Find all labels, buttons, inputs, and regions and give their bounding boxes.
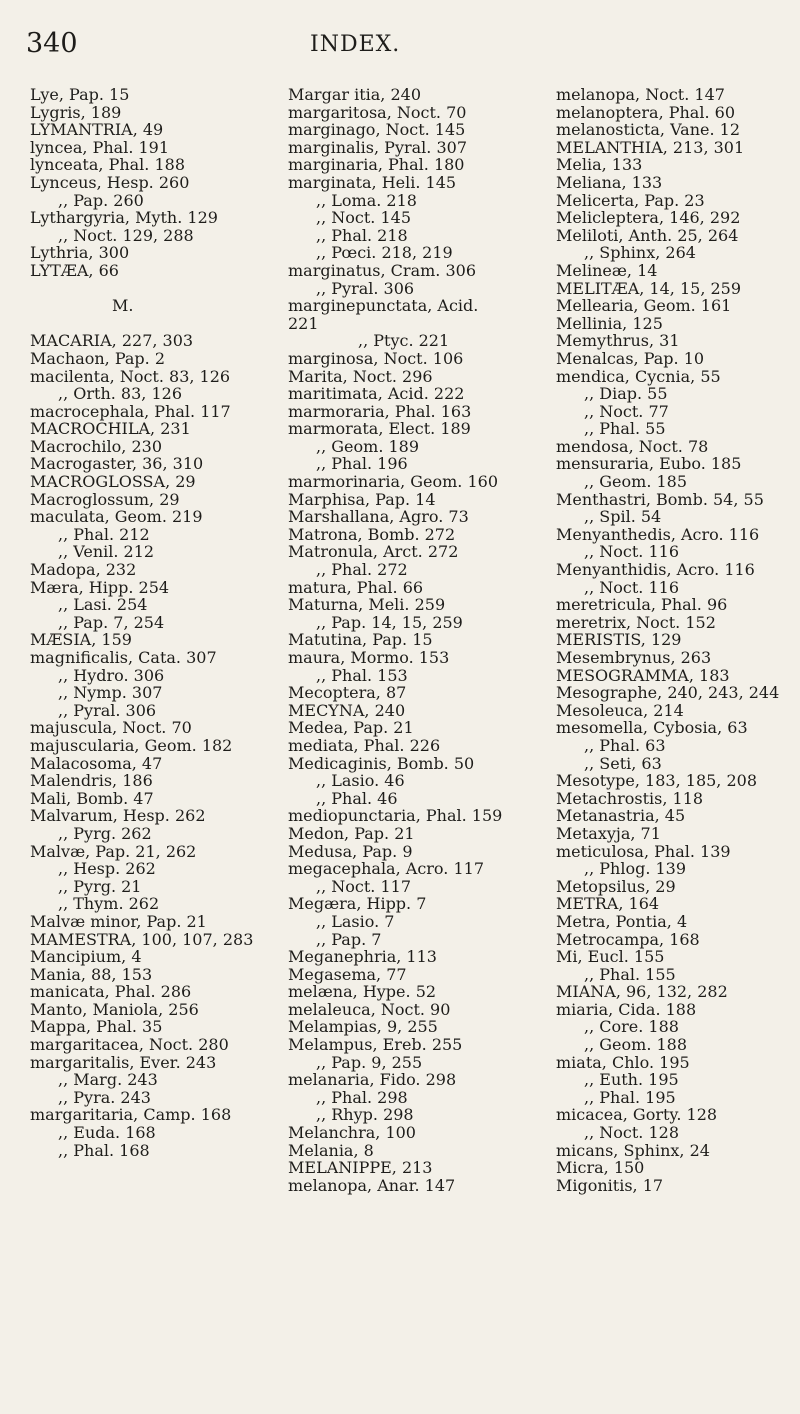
index-entry: ,, Noct. 116 [584, 542, 679, 562]
index-entry: Mesembrynus, 263 [556, 648, 712, 667]
index-entry: Migonitis, 17 [556, 1175, 664, 1195]
index-entry: Mæra, Hipp. 254 [30, 577, 170, 597]
index-entry: maura, Mormo. 153 [288, 648, 450, 667]
index-entry: ,, Lasi. 254 [58, 595, 148, 615]
index-entry: ,, Phal. 46 [316, 788, 398, 808]
index-entry: ,, Pap. 14, 15, 259 [316, 612, 463, 632]
index-entry: marginosa, Noct. 106 [288, 348, 464, 368]
index-entry: Metrocampa, 168 [556, 929, 700, 949]
index-entry: ,, Phal. 272 [316, 560, 408, 580]
index-entry: ,, Geom. 188 [584, 1035, 688, 1055]
index-entry: Medusa, Pap. 9 [288, 841, 413, 861]
index-entry: Melanchra, 100 [288, 1123, 416, 1143]
index-entry: Menyanthedis, Acro. 116 [556, 524, 760, 544]
index-entry: ,, Orth. 83, 126 [58, 384, 182, 404]
page-number: 340 [26, 28, 78, 59]
index-entry: ,, Loma. 218 [316, 190, 417, 210]
index-entry: megacephala, Acro. 117 [288, 859, 484, 879]
index-entry: ,, Phal. 155 [584, 964, 676, 984]
index-entry: marginepunctata, Acid. [288, 296, 479, 316]
index-entry: Meganephria, 113 [288, 947, 437, 967]
index-entry: Meliloti, Anth. 25, 264 [556, 225, 739, 245]
index-entry: Malvarum, Hesp. 262 [30, 806, 206, 826]
index-entry: Megæra, Hipp. 7 [288, 894, 427, 914]
index-entry: MESOGRAMMA, 183 [556, 665, 730, 685]
index-entry: ,, Geom. 189 [316, 436, 420, 456]
index-entry: lyncea, Phal. 191 [30, 137, 170, 157]
index-entry: Machaon, Pap. 2 [30, 348, 166, 368]
index-entry: ,, Rhyp. 298 [316, 1105, 414, 1125]
index-entry: Lye, Pap. 15 [30, 85, 130, 104]
index-entry: ,, Noct. 77 [584, 401, 669, 421]
section-heading: M. [112, 296, 134, 316]
index-entry: miaria, Cida. 188 [556, 999, 697, 1019]
index-entry: marginalis, Pyral. 307 [288, 137, 467, 157]
index-entry: marmorata, Elect. 189 [288, 419, 471, 439]
index-entry: ,, Pyra. 243 [58, 1087, 151, 1107]
index-entry: maculata, Geom. 219 [30, 507, 203, 527]
index-entry: Macrochilo, 230 [30, 436, 163, 456]
index-entry: Melampias, 9, 255 [288, 1017, 438, 1037]
index-entry: majuscularia, Geom. 182 [30, 735, 233, 755]
index-entry: ,, Lasio. 7 [316, 911, 395, 931]
index-entry: Medon, Pap. 21 [288, 823, 415, 843]
index-entry: maritimata, Acid. 222 [288, 384, 465, 404]
index-entry: meretrix, Noct. 152 [556, 612, 716, 632]
index-entry: marmoraria, Phal. 163 [288, 401, 472, 421]
index-entry: Melicleptera, 146, 292 [556, 208, 741, 228]
index-entry: MIANA, 96, 132, 282 [556, 982, 728, 1002]
index-entry: Melania, 8 [288, 1140, 374, 1160]
index-entry: ,, Diap. 55 [584, 384, 668, 404]
index-entry: ,, Venil. 212 [58, 542, 155, 562]
index-entry: Menyanthidis, Acro. 116 [556, 560, 755, 580]
index-entry: ,, Noct. 116 [584, 577, 679, 597]
index-entry: ,, Noct. 129, 288 [58, 225, 194, 245]
index-entry: ,, Seti, 63 [584, 753, 662, 773]
index-entry: ,, Noct. 117 [316, 876, 411, 896]
index-entry: meretricula, Phal. 96 [556, 595, 728, 615]
index-entry: Metopsilus, 29 [556, 876, 676, 896]
page-header [0, 28, 800, 58]
index-entry: MELITÆA, 14, 15, 259 [556, 278, 742, 298]
index-entry: Margar itia, 240 [288, 85, 421, 104]
index-entry: ,, Phal. 63 [584, 735, 666, 755]
index-entry: ,, Hesp. 262 [58, 859, 156, 879]
index-entry: Matronula, Arct. 272 [288, 542, 459, 562]
index-entry: Matrona, Bomb. 272 [288, 524, 456, 544]
index-entry: ,, Spil. 54 [584, 507, 662, 527]
index-entry: ,, Hydro. 306 [58, 665, 165, 685]
index-entry: Lythargyria, Myth. 129 [30, 208, 218, 228]
index-entry: 221 [288, 313, 319, 333]
index-entry: ,, Marg. 243 [58, 1070, 158, 1090]
index-entry: ,, Pyrg. 262 [58, 823, 152, 843]
index-entry: ,, Thym. 262 [58, 894, 160, 914]
index-entry: Macrogaster, 36, 310 [30, 454, 204, 474]
index-entry: Meliana, 133 [556, 172, 663, 192]
index-entry: melanosticta, Vane. 12 [556, 120, 741, 140]
index-column-1 [30, 86, 260, 1159]
index-entry: Mappa, Phal. 35 [30, 1017, 163, 1037]
index-entry: ,, Pyral. 306 [58, 700, 157, 720]
index-entry: Mesographe, 240, 243, 244 [556, 683, 780, 703]
index-entry: Mania, 88, 153 [30, 964, 153, 984]
index-entry: ,, Phal. 153 [316, 665, 408, 685]
index-entry: ,, Nymp. 307 [58, 683, 163, 703]
index-entry: MÆSIA, 159 [30, 630, 132, 650]
index-entry: Metra, Pontia, 4 [556, 911, 688, 931]
index-entry: ,, Phal. 168 [58, 1140, 150, 1160]
index-entry: MACROCHILA, 231 [30, 419, 191, 439]
index-entry: marginata, Heli. 145 [288, 172, 457, 192]
index-entry: Lythria, 300 [30, 243, 130, 263]
index-entry: Menthastri, Bomb. 54, 55 [556, 489, 764, 509]
index-entry: Metanastria, 45 [556, 806, 686, 826]
index-entry: Lynceus, Hesp. 260 [30, 172, 190, 192]
index-entry: Menalcas, Pap. 10 [556, 348, 705, 368]
index-entry: Melineæ, 14 [556, 260, 658, 280]
index-entry: ,, Geom. 185 [584, 472, 688, 492]
index-entry: macilenta, Noct. 83, 126 [30, 366, 231, 386]
index-entry: Medicaginis, Bomb. 50 [288, 753, 475, 773]
index-column-3 [556, 86, 796, 1194]
index-entry: magnificalis, Cata. 307 [30, 648, 217, 667]
index-entry: ,, Pap. 7, 254 [58, 612, 165, 632]
index-entry: majuscula, Noct. 70 [30, 718, 192, 738]
index-entry: margaritaria, Camp. 168 [30, 1105, 232, 1125]
index-entry: micacea, Gorty. 128 [556, 1105, 718, 1125]
index-entry: mendica, Cycnia, 55 [556, 366, 721, 386]
index-entry: mediata, Phal. 226 [288, 735, 441, 755]
index-entry: marmorinaria, Geom. 160 [288, 472, 499, 492]
index-entry: Maturna, Meli. 259 [288, 595, 446, 615]
index-entry: mendosa, Noct. 78 [556, 436, 709, 456]
index-entry: METRA, 164 [556, 894, 660, 914]
index-entry: MERISTIS, 129 [556, 630, 682, 650]
index-entry: ,, Pyrg. 21 [58, 876, 142, 896]
index-entry: Mellearia, Geom. 161 [556, 296, 732, 316]
index-entry: ,, Pap. 7 [316, 929, 382, 949]
index-entry: marginaria, Phal. 180 [288, 155, 465, 175]
index-entry: MELANTHIA, 213, 301 [556, 137, 745, 157]
index-entry: macrocephala, Phal. 117 [30, 401, 231, 421]
index-entry: melanopa, Noct. 147 [556, 85, 725, 104]
spacer [30, 315, 260, 333]
index-entry: ,, Ptyc. 221 [358, 331, 450, 351]
index-entry: Malendris, 186 [30, 771, 153, 791]
index-entry: Malvæ minor, Pap. 21 [30, 911, 207, 931]
index-column-2 [288, 86, 538, 1194]
index-entry: Mesoleuca, 214 [556, 700, 684, 720]
index-entry: micans, Sphinx, 24 [556, 1140, 710, 1160]
index-entry: Mi, Eucl. 155 [556, 947, 665, 967]
index-entry: MECYNA, 240 [288, 700, 406, 720]
index-entry: ,, Pyral. 306 [316, 278, 415, 298]
index-entry: Mellinia, 125 [556, 313, 663, 333]
index-entry: Malacosoma, 47 [30, 753, 163, 773]
index-entry: MACARIA, 227, 303 [30, 331, 194, 351]
index-entry: Metachrostis, 118 [556, 788, 704, 808]
index-entry: ,, Phal. 212 [58, 524, 150, 544]
index-entry: LYMANTRIA, 49 [30, 120, 164, 140]
index-entry: ,, Noct. 128 [584, 1123, 679, 1143]
index-entry: melanaria, Fido. 298 [288, 1070, 457, 1090]
index-entry: margaritacea, Noct. 280 [30, 1035, 229, 1055]
index-entry: ,, Pap. 9, 255 [316, 1052, 423, 1072]
index-entry: mensuraria, Eubo. 185 [556, 454, 742, 474]
index-entry: melaleuca, Noct. 90 [288, 999, 451, 1019]
index-entry: ,, Phal. 218 [316, 225, 408, 245]
index-entry: ,, Pœci. 218, 219 [316, 243, 453, 263]
index-entry: margaritosa, Noct. 70 [288, 102, 467, 122]
index-entry: Melia, 133 [556, 155, 643, 175]
index-entry: ,, Noct. 145 [316, 208, 411, 228]
index-entry: ,, Phlog. 139 [584, 859, 687, 879]
index-entry: Mesotype, 183, 185, 208 [556, 771, 758, 791]
index-entry: miata, Chlo. 195 [556, 1052, 690, 1072]
index-entry: melæna, Hype. 52 [288, 982, 437, 1002]
index-entry: Medea, Pap. 21 [288, 718, 414, 738]
spacer [30, 280, 260, 298]
index-entry: ,, Euda. 168 [58, 1123, 156, 1143]
index-entry: Marshallana, Agro. 73 [288, 507, 469, 527]
index-entry: ,, Phal. 196 [316, 454, 408, 474]
index-entry: Marphisa, Pap. 14 [288, 489, 436, 509]
index-entry: Manto, Maniola, 256 [30, 999, 199, 1019]
index-entry: Mecoptera, 87 [288, 683, 407, 703]
index-entry: Metaxyja, 71 [556, 823, 661, 843]
index-entry: MACROGLOSSA, 29 [30, 472, 196, 492]
index-entry: lynceata, Phal. 188 [30, 155, 186, 175]
index-entry: Malvæ, Pap. 21, 262 [30, 841, 197, 861]
index-entry: ,, Phal. 195 [584, 1087, 676, 1107]
running-title: INDEX. [310, 32, 401, 57]
index-entry: ,, Pap. 260 [58, 190, 144, 210]
index-entry: meticulosa, Phal. 139 [556, 841, 731, 861]
index-entry: ,, Core. 188 [584, 1017, 679, 1037]
index-entry: Marita, Noct. 296 [288, 366, 433, 386]
index-entry: Lygris, 189 [30, 102, 122, 122]
index-entry: Memythrus, 31 [556, 331, 680, 351]
index-entry: margaritalis, Ever. 243 [30, 1052, 217, 1072]
index-entry: LYTÆA, 66 [30, 260, 119, 280]
index-entry: Matutina, Pap. 15 [288, 630, 433, 650]
index-entry: ,, Phal. 55 [584, 419, 666, 439]
index-entry: Madopa, 232 [30, 560, 137, 580]
index-entry: Mancipium, 4 [30, 947, 142, 967]
index-entry: ,, Euth. 195 [584, 1070, 679, 1090]
index-entry: mediopunctaria, Phal. 159 [288, 806, 503, 826]
index-entry: Mali, Bomb. 47 [30, 788, 154, 808]
index-entry: Megasema, 77 [288, 964, 407, 984]
index-entry: Macroglossum, 29 [30, 489, 180, 509]
index-entry: Melicerta, Pap. 23 [556, 190, 705, 210]
index-entry: melanopa, Anar. 147 [288, 1175, 456, 1195]
index-entry: MAMESTRA, 100, 107, 283 [30, 929, 254, 949]
index-entry: ,, Phal. 298 [316, 1087, 408, 1107]
index-entry: ,, Lasio. 46 [316, 771, 405, 791]
index-entry: marginatus, Cram. 306 [288, 260, 476, 280]
index-entry: mesomella, Cybosia, 63 [556, 718, 748, 738]
index-entry: Melampus, Ereb. 255 [288, 1035, 463, 1055]
index-entry: manicata, Phal. 286 [30, 982, 192, 1002]
index-entry: melanoptera, Phal. 60 [556, 102, 735, 122]
index-entry: matura, Phal. 66 [288, 577, 424, 597]
index-entry: marginago, Noct. 145 [288, 120, 466, 140]
index-entry: MELANIPPE, 213 [288, 1158, 433, 1178]
index-entry: ,, Sphinx, 264 [584, 243, 696, 263]
index-entry: Micra, 150 [556, 1158, 645, 1178]
